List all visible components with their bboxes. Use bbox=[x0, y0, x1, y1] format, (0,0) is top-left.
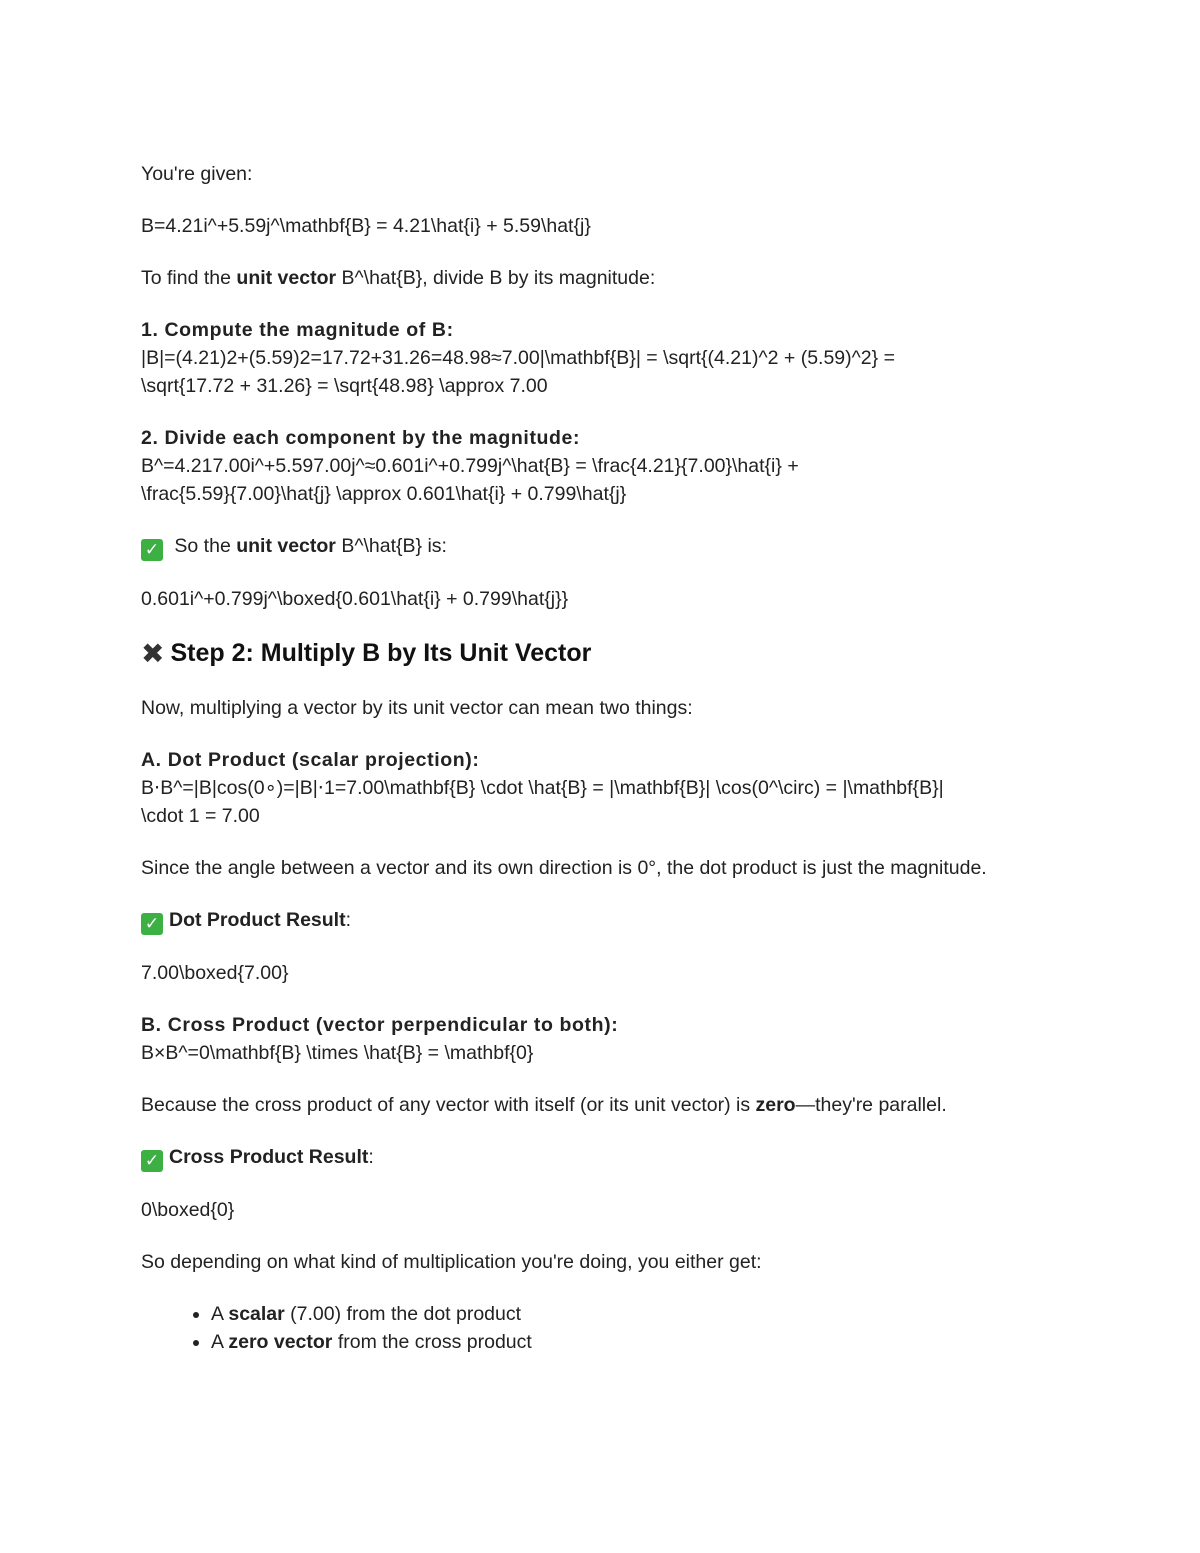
cross-product-line1: B×B^=0\mathbf{B} \times \hat{B} = \mathbf{0} bbox=[141, 1042, 534, 1064]
step2-line2: \frac{5.59}{7.00}\hat{j} \approx 0.601\hat{i} + 0.799\hat{j} bbox=[141, 483, 627, 505]
bullet-post: (7.00) from the dot product bbox=[284, 1303, 522, 1325]
step2-line1: B^=4.217.00i^+5.597.00j^≈0.601i^+0.799j^\hat{B} = \frac{4.21}{7.00}\hat{i} + bbox=[141, 455, 799, 477]
bullet-pre: A bbox=[211, 1331, 229, 1353]
intro-text: You're given: bbox=[141, 163, 253, 185]
given-equation: B=4.21i^+5.59j^\mathbf{B} = 4.21\hat{i} + 5.59\hat{j} bbox=[141, 215, 591, 237]
list-item bbox=[211, 1300, 1071, 1328]
result-list bbox=[141, 1300, 1071, 1356]
list-item bbox=[211, 1328, 1071, 1356]
dot-result-value: 7.00\boxed{7.00} bbox=[141, 962, 289, 984]
document-body bbox=[141, 160, 1071, 1356]
check-mark-icon: ✓ bbox=[141, 539, 163, 561]
depending-text: So depending on what kind of multiplication you're doing, you either get: bbox=[141, 1251, 762, 1273]
step2-heading bbox=[141, 637, 1071, 670]
bullet-bold: scalar bbox=[228, 1303, 285, 1325]
find-unit-vector-text bbox=[141, 264, 1071, 292]
so-pre: So the bbox=[169, 535, 237, 557]
dot-product-line2: \cdot 1 = 7.00 bbox=[141, 805, 260, 827]
check-mark-icon: ✓ bbox=[141, 1150, 163, 1172]
cross-result-value: 0\boxed{0} bbox=[141, 1199, 235, 1221]
since-text: Since the angle between a vector and its own direction is 0°, the dot product is just the magnitude. bbox=[141, 857, 987, 879]
find-bold: unit vector bbox=[236, 267, 337, 289]
find-post: B^\hat{B}, divide B by its magnitude: bbox=[336, 267, 656, 289]
unit-vector-result: 0.601i^+0.799j^\boxed{0.601\hat{i} + 0.799\hat{j}} bbox=[141, 588, 569, 610]
cross-result-label: Cross Product Result bbox=[169, 1146, 369, 1168]
dot-result-label-line bbox=[141, 906, 1071, 935]
bullet-bold: zero vector bbox=[228, 1331, 333, 1353]
step1-label: 1. Compute the magnitude of B: bbox=[141, 319, 454, 341]
so-bold: unit vector bbox=[236, 535, 336, 557]
dot-result-colon: : bbox=[345, 909, 352, 931]
step2-heading-text: Step 2: Multiply B by Its Unit Vector bbox=[170, 639, 592, 667]
check-mark-icon: ✓ bbox=[141, 913, 163, 935]
multiplication-x-icon: ✖ bbox=[141, 638, 165, 669]
cross-result-label-line bbox=[141, 1143, 1071, 1172]
step1-line1: |B|=(4.21)2+(5.59)2=17.72+31.26=48.98≈7.00|\mathbf{B}| = \sqrt{(4.21)^2 + (5.59)^2} = bbox=[141, 347, 895, 369]
so-unit-vector-text bbox=[141, 532, 1071, 561]
so-post: B^\hat{B} is: bbox=[335, 535, 447, 557]
bullet-pre: A bbox=[211, 1303, 229, 1325]
step1-line2: \sqrt{17.72 + 31.26} = \sqrt{48.98} \approx 7.00 bbox=[141, 375, 548, 397]
cross-result-colon: : bbox=[368, 1146, 374, 1168]
because-pre: Because the cross product of any vector with itself (or its unit vector) is bbox=[141, 1094, 756, 1116]
now-text: Now, multiplying a vector by its unit vector can mean two things: bbox=[141, 697, 693, 719]
bullet-post: from the cross product bbox=[332, 1331, 532, 1353]
because-text bbox=[141, 1091, 1071, 1119]
cross-product-label: B. Cross Product (vector perpendicular to both): bbox=[141, 1014, 619, 1036]
dot-result-label: Dot Product Result bbox=[169, 909, 346, 931]
because-post: —they're parallel. bbox=[795, 1094, 947, 1116]
because-bold: zero bbox=[755, 1094, 796, 1116]
step2-label: 2. Divide each component by the magnitude: bbox=[141, 427, 581, 449]
dot-product-label: A. Dot Product (scalar projection): bbox=[141, 749, 480, 771]
dot-product-line1: B⋅B^=|B|cos(0∘)=|B|⋅1=7.00\mathbf{B} \cdot \hat{B} = |\mathbf{B}| \cos(0^\circ) = |\mathbf{B}| bbox=[141, 777, 944, 799]
find-pre: To find the bbox=[141, 267, 237, 289]
